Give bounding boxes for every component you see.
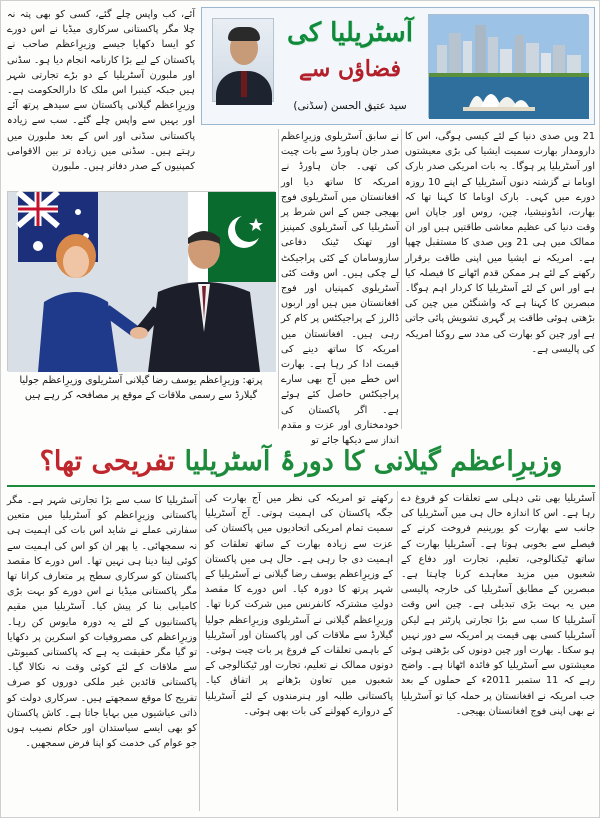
column-divider xyxy=(199,491,200,811)
column-divider xyxy=(278,129,279,429)
column-divider xyxy=(401,129,402,429)
bottom-middle-text: رکھتے تو امریکہ کی نظر میں آج بھارت کی جگہ پاکستان کی اہمیت ہوتی۔ آج آسٹریلیا سمیت تمام امریکی اتحادیوں میں پاکستان کی عزت سے زیادہ بھارت کے ساتھ تعلقات کو اہمیت دی جا رہی ہے۔ حال ہی میں پاکستان کے وزیرِاعظم یوسف رضا گیلانی نے آسٹریلیا کے شہر پرتھ کا دورہ کیا۔ اس دورے کا مقصد دولتِ مشترکہ کانفرنس میں شرکت کرنا تھا۔ وزیرِاعظم گیلانی نے آسٹریلوی وزیرِاعظم جولیا گیلارڈ سے ملاقات کی اور پاکستان اور آسٹریلیا کے باہمی تعلقات کے فروغ پر بات چیت ہوئی۔ دونوں ممالک نے تعلیم، تجارت اور ٹیکنالوجی کے شعبوں میں تعاون بڑھانے پر اتفاق کیا۔ پاکستانی طلبہ اور ہنرمندوں کے لئے آسٹریلیا کے دروازے کھولنے کی بات بھی ہوئی۔ xyxy=(205,493,393,717)
right-column xyxy=(405,129,595,429)
middle-column-text: نے سابق آسٹریلوی وزیرِاعظم صدر جان ہاورڈ سے بات چیت کی تھی۔ جان ہاورڈ نے امریکہ کا ساتھ دیا اور افغانستان میں آسٹریلوی فوج بھیجی جس کے اس شرط پر آسٹریلیا کی آسٹریلوی کمپنیز اور تھنک ٹینک دفاعی سازوسامان کے کئی پراجیکٹ لے چکی ہیں۔ اس وقت کئی آسٹریلوی کمپنیاں اور فوج افغانستان میں ہیں اور اربوں ڈالرز کے پراجیکٹس پر کام کر رہی ہیں۔ افغانستان میں امریکہ کا ساتھ دینے کی قیمت ادا کر رہا ہے۔ بھارت اس خطے میں آج بھی سارے پراجیکٹس حاصل کئے ہوئے ہے۔ اگر پاکستان کی خودمختاری اور عزت و مقدم انداز سے دیکھا جائے تو xyxy=(281,131,399,447)
bottom-right-text: آسٹریلیا بھی نئی دہلی سے تعلقات کو فروغ دے رہا ہے۔ اس کا اندازہ حال ہی میں آسٹریلیا کی جانب سے بھارت کو یورینیم فروخت کرنے کے فیصلے سے بخوبی ہوتا ہے۔ آسٹریلیا بھارت کے ساتھ ٹیکنالوجی، تعلیم، تجارت اور دفاع کے شعبوں میں مزید معاہدے کرنا چاہتا ہے۔ مبصرین کے مطابق آسٹریلیا کی خارجہ پالیسی میں یہ بہت بڑی تبدیلی ہے۔ چین اس وقت آسٹریلیا کا سب سے بڑا تجارتی پارٹنر ہے لیکن آسٹریلیا کسی بھی قیمت پر امریکہ سے دور نہیں ہو سکتا۔ بھارت اور چین دونوں کی بڑھتی ہوئی معیشتوں سے آسٹریلیا کو فائدہ اٹھانا ہے۔ واضح رہے کہ 11 ستمبر 2011ء کے حملوں کے بعد جب امریکہ نے افغانستان پر حملہ کیا تو آسٹریلیا نے بھی اپنی فوج افغانستان بھیجی۔ xyxy=(401,493,595,717)
headline-part-1: وزیرِاعظم گیلانی کا دورۂ آسٹریلیا xyxy=(184,446,563,477)
column-banner xyxy=(201,7,595,125)
intro-text: آئے، کب واپس چلے گئے، کسی کو بھی پتہ نہ چلا مگر پاکستانی سرکاری میڈیا نے اس دورے کو ایسا دکھایا جیسے وزیرِاعظم صاحب نے پاکستان کے لیے بڑا کارنامہ انجام دیا ہو۔ سڈنی اور ملبورن آسٹریلیا کے دو بڑے تجارتی شہر ہیں جبکہ کینبرا اس ملک کا دارالحکومت ہے۔ وزیرِاعظم گیلانی پاکستان سے سیدھے پرتھ آئے اور یہیں سے واپس چلے گئے۔ سب سے زیادہ پاکستانی سڈنی اور اس کے بعد ملبورن میں رہتے ہیں۔ سڈنی میں زیادہ تر بین الاقوامی کمپنیوں کے صدر دفاتر ہیں۔ ملبورن xyxy=(7,9,195,173)
intro-column xyxy=(7,7,195,185)
author-headshot xyxy=(212,18,274,102)
middle-column xyxy=(281,129,399,447)
right-column-text: 21 ویں صدی دنیا کے لئے کیسی ہوگی، اس کا دارومدار بھارت سمیت ایشیا کی بڑی معیشتوں اور آسٹریلیا پر ہوگا۔ یہ بات امریکی صدر بارک اوباما نے گزشتہ دنوں آسٹریلیا کے اپنے 10 روزہ دورے میں کہی۔ بارک اوباما کا کہنا تھا کہ بھارت، انڈونیشیا، چین، روس اور جاپان اس وقت دنیا کی عظیم معاشی طاقتیں ہیں اور ان ممالک میں ہی 21 ویں صدی کا مستقبل چھپا ہے۔ امریکہ نے ایشیا میں اپنی طاقت برقرار رکھنے کے لئے ہر ممکن قدم اٹھانے کا فیصلہ کیا ہے اور اس کے لئے آسٹریلیا کا کردار اہم ہوگا۔ مبصرین کا کہنا ہے کہ واشنگٹن میں چین کی بڑھتی ہوئی طاقت پر گہری تشویش پائی جاتی ہے اور چین کو بھارت کی مدد سے روکنا امریکہ کی پالیسی ہے۔ xyxy=(405,131,595,355)
bottom-left-column xyxy=(7,413,197,811)
headline-part-2: تفریحی تھا؟ xyxy=(39,446,176,477)
leaders-photo xyxy=(7,191,275,371)
column-divider xyxy=(397,491,398,811)
series-title: آسٹریلیا کی xyxy=(287,18,413,48)
bottom-right-column xyxy=(401,491,595,811)
bottom-middle-column xyxy=(205,491,393,811)
bottom-left-text: آسٹریلیا کا سب سے بڑا تجارتی شہر ہے۔ مگر پاکستانی وزیرِاعظم کو آسٹریلیا میں متعین سفارتی عملے نے شاید اس بات کی اہمیت ہی نہ سمجھائی۔ یا پھر ان کو اس کی اہمیت سے کوئی لینا دینا ہی نہیں تھا۔ اس دورے کا مقصد پاکستان کو سرکاری سطح پر متعارف کرانا تھا مگر پاکستانی میڈیا نے اس دورے کو بہت بڑی کامیابی بنا کر پیش کیا۔ آسٹریلیا میں مقیم پاکستانیوں کے لئے یہ دورہ مایوس کن رہا۔ وزیرِاعظم کی مصروفیات کو اسکرین پر دکھایا تو گیا مگر حقیقت یہ ہے کہ پاکستانی کمیونٹی سے ملاقات کے لئے کوئی وقت نہ نکالا گیا۔ پاکستانی قائدین غیر ملکی دوروں کو صرف تفریح کا موقع سمجھتے ہیں۔ سرکاری دولت کو ذاتی عیاشیوں میں بہایا جاتا ہے۔ کاش پاکستان کو بھی ایسے سیاستدان اور حکام نصیب ہوں جو عوام کی خدمت کو اپنا فرض سمجھیں۔ xyxy=(7,495,197,750)
series-subtitle: فضاؤں سے xyxy=(298,56,402,82)
author-byline: سید عتیق الحسن (سڈنی) xyxy=(293,100,407,112)
photo-caption: پرتھ: وزیرِاعظم یوسف رضا گیلانی آسٹریلوی وزیرِاعظم جولیا گیلارڈ سے رسمی ملاقات کے موقع پر مصافحہ کر رہے ہیں xyxy=(19,375,263,401)
sydney-skyline-image xyxy=(428,14,588,118)
